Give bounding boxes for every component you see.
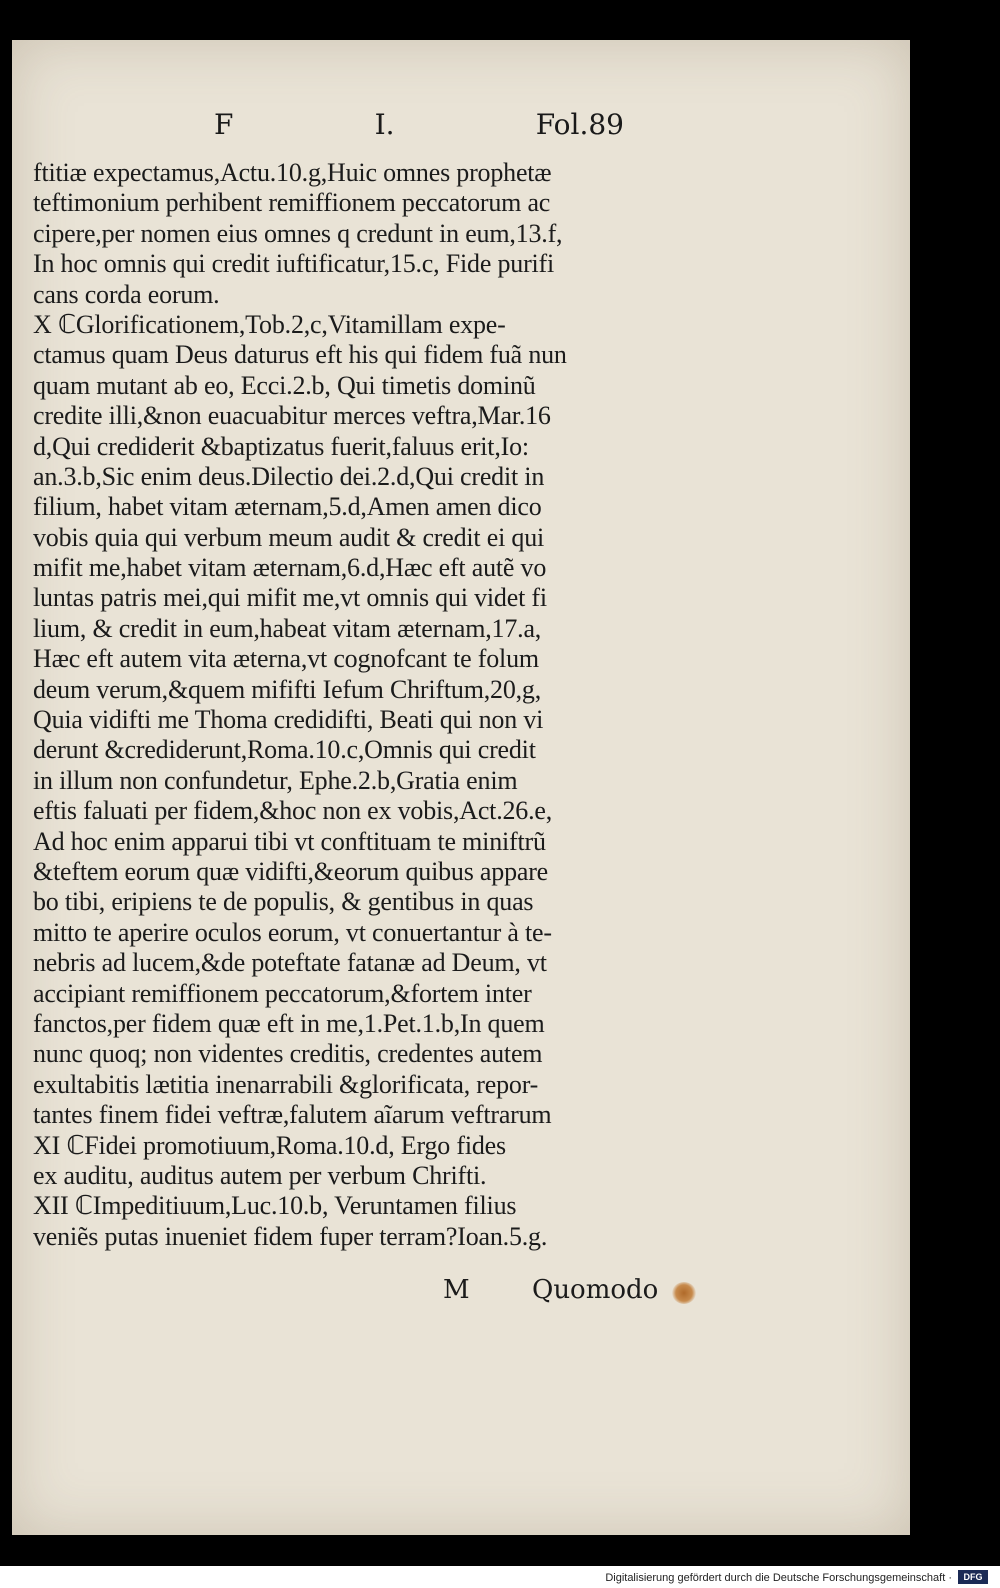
dfg-logo-icon: DFG <box>958 1570 988 1584</box>
text-line: luntas patris mei,qui mifit me,vt omnis qui videt fi <box>33 583 547 613</box>
text-line: teftimonium perhibent remiffionem peccatorum ac <box>33 188 551 218</box>
text-line: derunt &crediderunt,Roma.10.c,Omnis qui credit <box>33 735 536 765</box>
text-line: X ℂGlorificationem,Tob.2,c,Vitamillam expe- <box>33 309 506 339</box>
text-line: XII ℂImpeditiuum,Luc.10.b, Veruntamen filius <box>33 1191 517 1221</box>
text-line: filium, habet vitam æternam,5.d,Amen amen dico <box>33 492 542 522</box>
text-line: exultabitis lætitia inenarrabili &glorificata, repor- <box>33 1069 539 1099</box>
page-header <box>214 108 624 141</box>
text-line: ftitiæ expectamus,Actu.10.g,Huic omnes prophetæ <box>33 158 552 187</box>
text-line: Quia vidifti me Thoma credidifti, Beati qui non vi <box>33 705 544 735</box>
text-line: deum verum,&quem mififti Iefum Chriftum,20,g, <box>33 674 542 704</box>
text-line: in illum non confundetur, Ephe.2.b,Gratia enim <box>33 765 518 795</box>
text-line: fanctos,per fidem quæ eft in me,1.Pet.1.b,In quem <box>33 1008 545 1038</box>
text-line: veniẽs putas inueniet fidem fuper terram?Ioan.5.g. <box>33 1221 548 1251</box>
digitization-credit: Digitalisierung gefördert durch die Deutsche Forschungsgemeinschaft · <box>605 1572 952 1584</box>
text-line: mifit me,habet vitam æternam,6.d,Hæc eft autẽ vo <box>33 553 547 583</box>
text-line: &teftem eorum quæ vidifti,&eorum quibus appare <box>33 856 549 886</box>
text-line: vobis quia qui verbum meum audit & credit ei qui <box>33 522 545 552</box>
text-line: nebris ad lucem,&de poteftate fatanæ ad Deum, vt <box>33 948 547 978</box>
text-line: credite illi,&non euacuabitur merces veftra,Mar.16 <box>33 401 551 431</box>
text-line: XI ℂFidei promotiuum,Roma.10.d, Ergo fides <box>33 1130 506 1160</box>
text-line: cipere,per nomen eius omnes q credunt in eum,13.f, <box>33 218 563 248</box>
signature-mark: M <box>443 1275 470 1305</box>
text-line: In hoc omnis qui credit iuftificatur,15.c, Fide purifi <box>33 249 555 279</box>
text-line: Hæc eft autem vita æterna,vt cognofcant te folum <box>33 644 539 674</box>
catchword: Quomodo <box>532 1275 659 1305</box>
ink-stain <box>672 1282 696 1304</box>
text-line: Ad hoc enim apparui tibi vt conftituam te miniftrũ <box>33 826 546 856</box>
text-line: d,Qui crediderit &baptizatus fuerit,faluus erit,Io: <box>33 431 529 461</box>
text-line: quam mutant ab eo, Ecci.2.b, Qui timetis dominũ <box>33 370 536 400</box>
text-line: ex auditu, auditus autem per verbum Chrifti. <box>33 1160 487 1190</box>
text-line: accipiant remiffionem peccatorum,&fortem inter <box>33 978 532 1008</box>
text-line: eftis faluati per fidem,&hoc non ex vobis,Act.26.e, <box>33 796 553 826</box>
text-line: mitto te aperire oculos eorum, vt conuertantur à te- <box>33 917 552 947</box>
folio-number: Fol.89 <box>535 108 624 141</box>
signature-number: I. <box>374 108 395 141</box>
body-text <box>33 158 693 1252</box>
text-line: nunc quoq; non videntes creditis, credentes autem <box>33 1039 543 1069</box>
text-line: tantes finem fidei veftræ,falutem aĩarum veftrarum <box>33 1100 552 1130</box>
text-line: bo tibi, eripiens te de populis, & gentibus in quas <box>33 887 534 917</box>
text-line: lium, & credit in eum,habeat vitam æternam,17.a, <box>33 613 542 643</box>
text-line: an.3.b,Sic enim deus.Dilectio dei.2.d,Qui credit in <box>33 461 545 491</box>
text-line: cans corda eorum. <box>33 279 220 309</box>
text-line: ctamus quam Deus daturus eft his qui fidem fuã nun <box>33 340 567 370</box>
signature-letter: F <box>214 108 234 141</box>
